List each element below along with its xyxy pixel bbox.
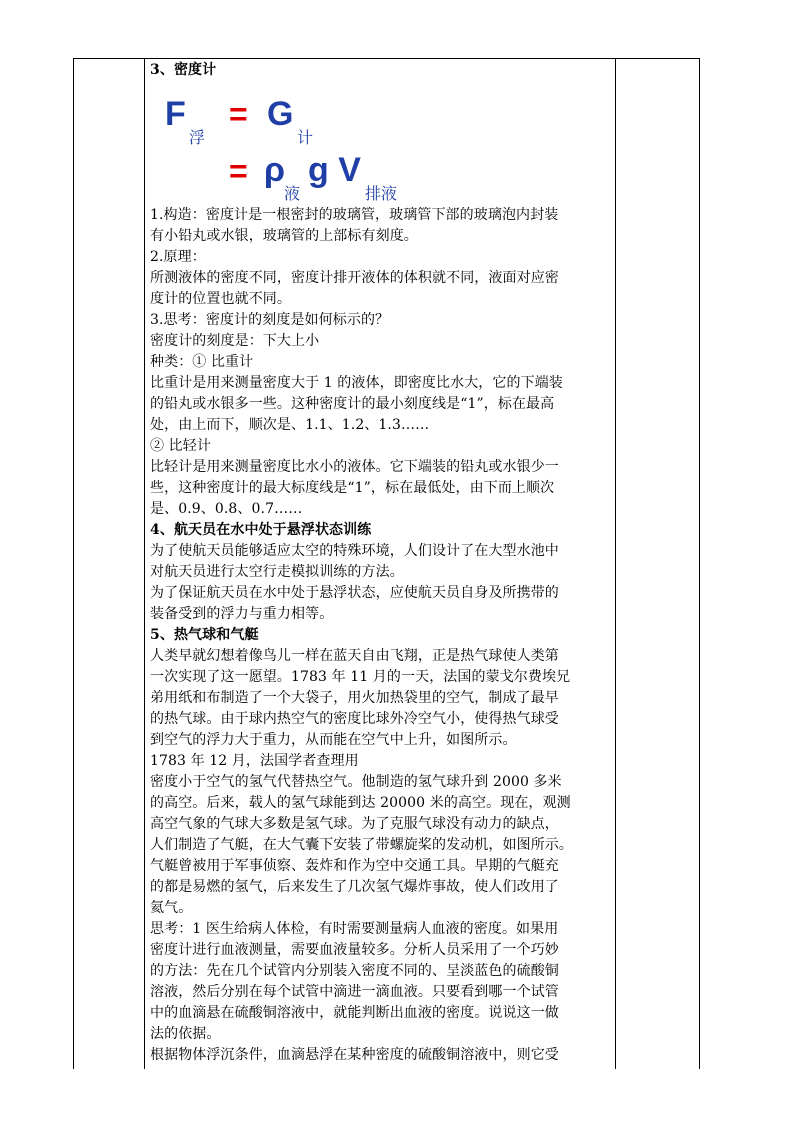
text-line: 1783 年 12 月，法国学者查理用 — [150, 753, 359, 769]
text-line: ② 比轻计 — [150, 438, 211, 454]
text-line: 装备受到的浮力与重力相等。 — [150, 606, 334, 622]
text-line: 的热气球。由于球内热空气的密度比球外冷空气小，使得热气球受 — [150, 711, 559, 727]
buoyancy-formula — [150, 81, 613, 205]
formula-g-sub: 计 — [297, 128, 314, 147]
text-line: 密度计进行血液测量，需要血液量较多。分析人员采用了一个巧妙 — [150, 942, 559, 958]
formula-rho: ρ — [264, 151, 286, 189]
text-line: 的方法：先在几个试管内分别装入密度不同的、呈淡蓝色的硫酸铜 — [150, 963, 559, 979]
text-line: 的铅丸或水银多一些。这种密度计的最小刻度线是“1”，标在最高 — [150, 396, 555, 412]
left-column-divider — [144, 59, 145, 1069]
text-line: 气艇曾被用于军事侦察、轰炸和作为空中交通工具。早期的气艇充 — [150, 858, 559, 874]
text-line: 高空气象的气球大多数是氢气球。为了克服气球没有动力的缺点， — [150, 816, 559, 832]
text-line: 种类：① 比重计 — [150, 354, 254, 370]
lesson-table — [73, 58, 700, 1069]
text-line: 度计的位置也就不同。 — [150, 291, 291, 307]
text-line: 比轻计是用来测量密度比水小的液体。它下端装的铅丸或水银少一 — [150, 459, 559, 475]
text-line: 中的血滴悬在硫酸铜溶液中，就能判断出血液的密度。说说这一做 — [150, 1005, 559, 1021]
text-line: 的高空。后来，载人的氢气球能到达 20000 米的高空。现在，观测 — [150, 795, 571, 811]
formula-f: F — [165, 95, 186, 133]
section-4-heading: 4、航天员在水中处于悬浮状态训练 — [150, 522, 372, 538]
text-line: 弟用纸和布制造了一个大袋子，用火加热袋里的空气，制成了最早 — [150, 690, 559, 706]
text-line: 1.构造：密度计是一根密封的玻璃管，玻璃管下部的玻璃泡内封装 — [150, 207, 559, 223]
formula-f-sub: 浮 — [189, 128, 206, 147]
text-line: 3.思考：密度计的刻度是如何标示的？ — [150, 312, 390, 328]
text-line: 到空气的浮力大于重力，从而能在空气中上升，如图所示。 — [150, 732, 517, 748]
text-line: 处，由上而下，顺次是、1.1、1.2、1.3…… — [150, 417, 430, 433]
text-line: 思考：1 医生给病人体检，有时需要测量病人血液的密度。如果用 — [150, 921, 559, 937]
text-line: 的都是易燃的氢气，后来发生了几次氢气爆炸事故，使人们改用了 — [150, 879, 559, 895]
formula-v-sub: 排液 — [365, 184, 398, 203]
text-line: 比重计是用来测量密度大于 1 的液体，即密度比水大，它的下端装 — [150, 375, 563, 391]
text-line: 密度计的刻度是：下大上小 — [150, 333, 320, 349]
text-line: 人类早就幻想着像鸟儿一样在蓝天自由飞翔，正是热气球使人类第 — [150, 648, 559, 664]
right-column-divider — [615, 59, 616, 1069]
text-line: 有小铅丸或水银，玻璃管的上部标有刻度。 — [150, 228, 418, 244]
section-5-heading: 5、热气球和气艇 — [150, 627, 259, 643]
formula-eq2: = — [229, 153, 248, 189]
text-line: 为了保证航天员在水中处于悬浮状态，应使航天员自身及所携带的 — [150, 585, 559, 601]
formula-gv: g V — [308, 151, 361, 189]
text-line: 一次实现了这一愿望。1783 年 11 月的一天，法国的蒙戈尔费埃兄 — [150, 669, 571, 685]
text-line: 密度小于空气的氢气代替热空气。他制造的氢气球升到 2000 多米 — [150, 774, 562, 790]
text-line: 2.原理： — [150, 249, 206, 265]
section-3-heading: 3、密度计 — [150, 62, 217, 78]
text-line: 为了使航天员能够适应太空的特殊环境，人们设计了在大型水池中 — [150, 543, 559, 559]
text-line: 溶液，然后分别在每个试管中滴进一滴血液。只要看到哪一个试管 — [150, 984, 559, 1000]
main-content-cell — [150, 59, 613, 1066]
text-line: 所测液体的密度不同，密度计排开液体的体积就不同，液面对应密 — [150, 270, 559, 286]
formula-rho-sub: 液 — [284, 184, 301, 203]
text-line: 根据物体浮沉条件，血滴悬浮在某种密度的硫酸铜溶液中，则它受 — [150, 1047, 559, 1063]
text-line: 人们制造了气艇，在大气囊下安装了带螺旋桨的发动机，如图所示。 — [150, 837, 573, 853]
formula-eq1: = — [229, 96, 248, 132]
formula-g: G — [267, 95, 294, 133]
text-line: 法的依据。 — [150, 1026, 221, 1042]
text-line: 对航天员进行太空行走模拟训练的方法。 — [150, 564, 404, 580]
text-line: 些，这种密度计的最大标度线是“1”，标在最低处，由下而上顺次 — [150, 480, 555, 496]
text-line: 是、0.9、0.8、0.7…… — [150, 501, 303, 517]
text-line: 氦气。 — [150, 900, 193, 916]
